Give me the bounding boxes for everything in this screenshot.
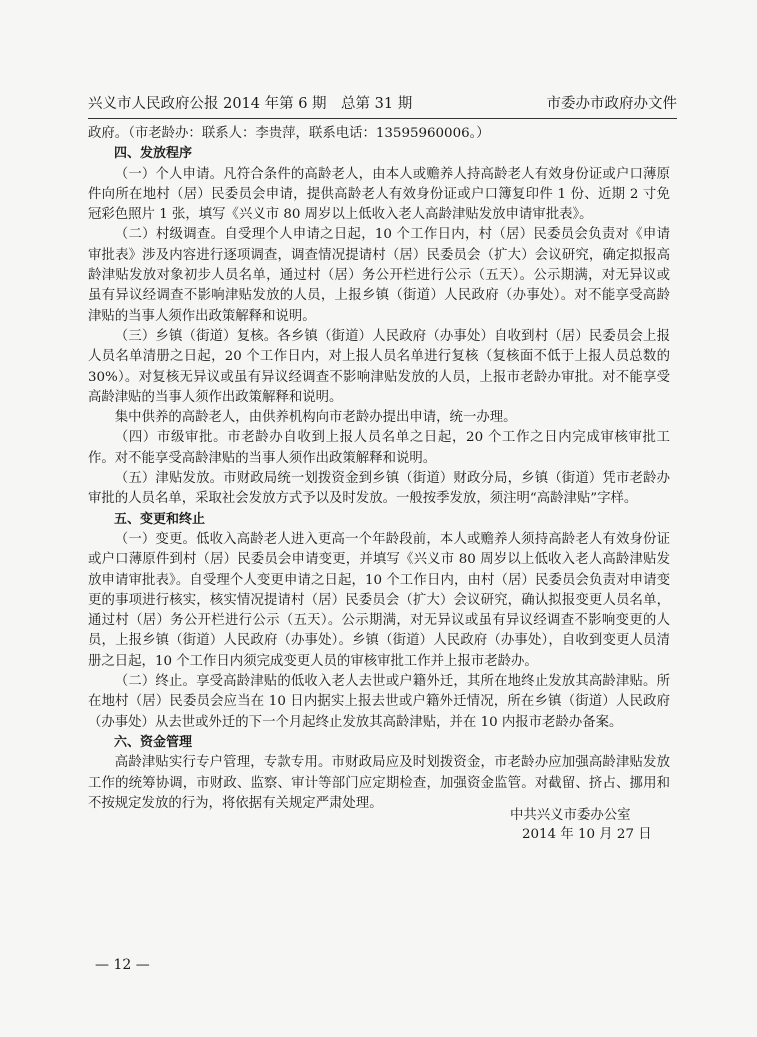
issue-date: 2014 年 10 月 27 日 — [522, 827, 652, 842]
paragraph-individual-application: （一）个人申请。凡符合条件的高龄老人，由本人或赡养人持高龄老人有效身份证或户口薄原件向所在地村（居）民委员会申请，提供高龄老人有效身份证或户口簿复印件 1 份、近期 2 寸免冠彩色照片 1 张，填写《兴义市 80 周岁以上低收入老人高龄津贴发放申请审批表》。 — [88, 166, 670, 223]
paragraph-city-approval: （四）市级审批。市老龄办自收到上报人员名单之日起，20 个工作之日内完成审核审批工作。对不能享受高龄津贴的当事人须作出政策解释和说明。 — [88, 430, 670, 466]
paragraph-continuation: 政府。（市老龄办：联系人：李贵萍，联系电话：13595960006。） — [88, 126, 490, 141]
header-section-title: 市委办市政府办文件 — [546, 96, 677, 112]
section-heading-distribution-procedure: 四、发放程序 — [114, 146, 193, 162]
page-number: — 12 — — [95, 957, 150, 973]
paragraph-termination: （二）终止。享受高龄津贴的低收入老人去世或户籍外迁，其所在地终止发放其高龄津贴。所在地村（居）民委员会应当在 10 日内据实上报去世或户籍外迁情况，所在乡镇（街道）人民政府（办事处）从去世或外迁的下一个月起终止发放其高龄津贴，并在 10 内报市老龄办备案。 — [88, 674, 670, 730]
header-divider — [88, 118, 677, 119]
paragraph-allowance-payment: （五）津贴发放。市财政局统一划拨资金到乡镇（街道）财政分局，乡镇（街道）凭市老龄办审批的人员名单，采取社会发放方式予以及时发放。一般按季发放，须注明“高龄津贴”字样。 — [88, 471, 670, 507]
signature-block — [482, 806, 662, 844]
paragraph-fund-management: 高龄津贴实行专户管理，专款专用。市财政局应及时划拨资金，市老龄办应加强高龄津贴发放工作的统筹协调，市财政、监察、审计等部门应定期检查，加强资金监管。对截留、挤占、挪用和不按规定发放的行为，将依据有关规定严肃处理。 — [88, 755, 670, 811]
paragraph-township-review: （三）乡镇（街道）复核。各乡镇（街道）人民政府（办事处）自收到村（居）民委员会上报人员名单清册之日起，20 个工作日内，对上报人员名单进行复核（复核面不低于上报人员总数的 30%）。对复核无异议或虽有异议经调查不影响津贴发放的人员，上报市老龄办审批。对不能享受高龄津贴的当事人须作出政策解释和说明。 — [88, 328, 670, 405]
paragraph-change: （一）变更。低收入高龄老人进入更高一个年龄段前，本人或赡养人须持高龄老人有效身份证或户口薄原件到村（居）民委员会申请变更，并填写《兴义市 80 周岁以上低收入老人高龄津贴发放申请审批表》。自受理个人变更申请之日起，10 个工作日内，由村（居）民委员会负责对申请变更的事项进行核实，核实情况提请村（居）民委员会（扩大）会议研究，确认拟报变更人员名单，通过村（居）务公开栏进行公示（五天）。公示期满，对无异议或虽有异议经调查不影响变更的人员，上报乡镇（街道）人民政府（办事处）。乡镇（街道）人民政府（办事处），自收到变更人员清册之日起，10 个工作日内须完成变更人员的审核审批工作并上报市老龄办。 — [88, 531, 670, 669]
header-journal-title: 兴义市人民政府公报 2014 年第 6 期 总第 31 期 — [88, 96, 413, 112]
document-body — [88, 124, 670, 814]
paragraph-village-investigation: （二）村级调查。自受理个人申请之日起，10 个工作日内，村（居）民委员会负责对《申请审批表》涉及内容进行逐项调查，调查情况提请村（居）民委员会（扩大）会议研究，确定拟报高龄津贴发放对象初步人员名单，通过村（居）务公开栏进行公示（五天）。公示期满，对无异议或虽有异议经调查不影响津贴发放的人员，上报乡镇（街道）人民政府（办事处）。对不能享受高龄津贴的当事人须作出政策解释和说明。 — [88, 227, 670, 324]
issuing-organization: 中共兴义市委办公室 — [510, 808, 631, 823]
paragraph-centralized-care: 集中供养的高龄老人，由供养机构向市老龄办提出申请，统一办理。 — [114, 410, 517, 426]
section-heading-fund-management: 六、资金管理 — [114, 734, 193, 750]
running-header — [88, 92, 677, 116]
section-heading-change-termination: 五、变更和终止 — [114, 511, 206, 527]
